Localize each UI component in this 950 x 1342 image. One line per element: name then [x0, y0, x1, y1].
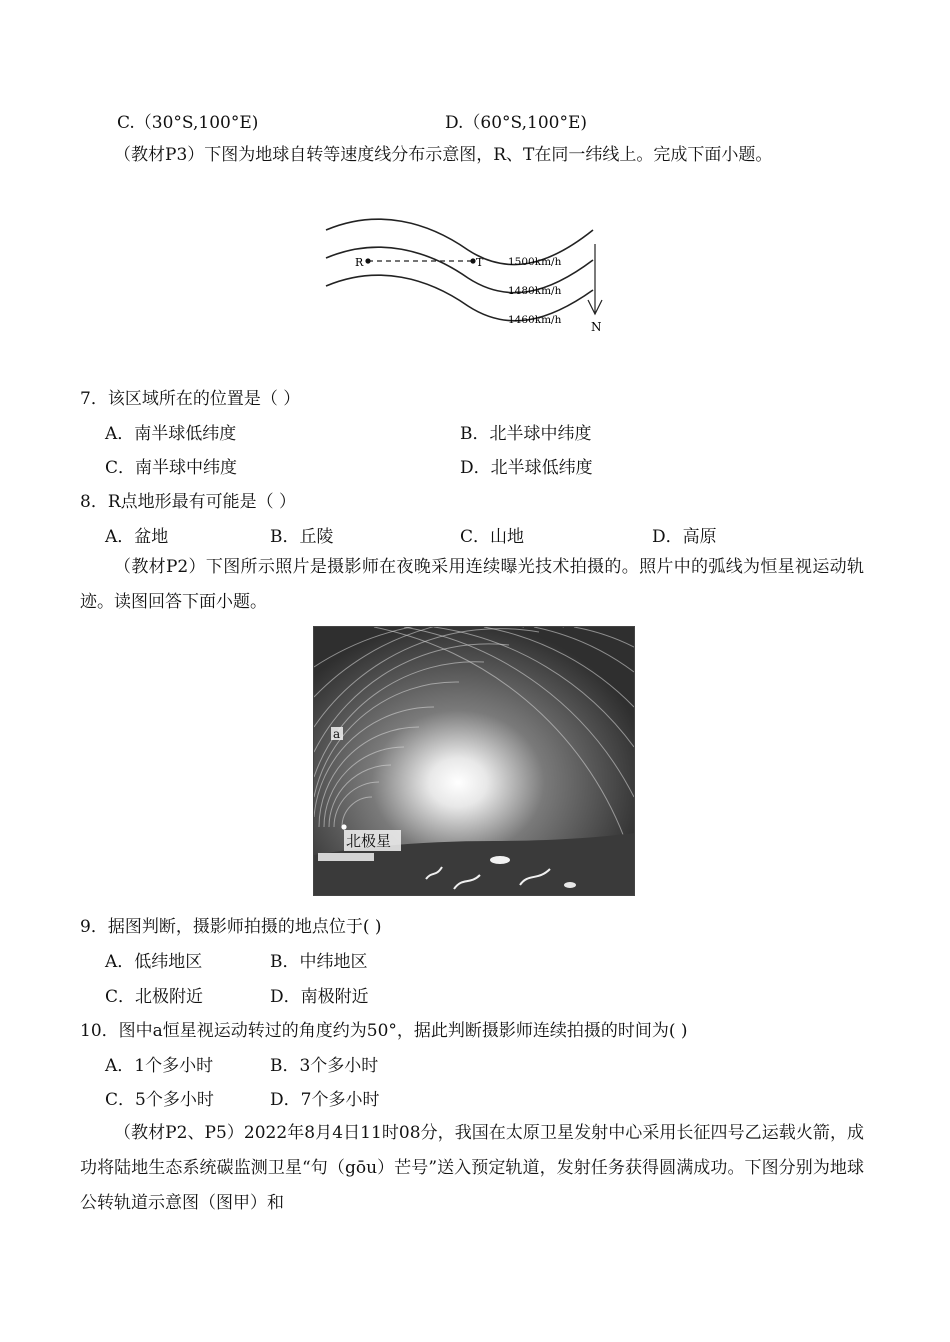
label-speed-1480: 1480km/h: [508, 285, 562, 297]
light-blob-2: [564, 882, 576, 888]
light-streak: [318, 853, 374, 861]
question-7-option-b: B．北半球中纬度: [460, 424, 592, 444]
question-8-stem: 8．R点地形最有可能是（ ）: [80, 492, 297, 512]
question-7-option-d: D．北半球低纬度: [460, 458, 593, 478]
question-8-option-c: C．山地: [460, 527, 525, 547]
option-d-prev: D.（60°S,100°E): [445, 113, 587, 133]
intro-paragraph-3: （教材P2、P5）2022年8月4日11时08分，我国在太原卫星发射中心采用长征四号乙运载火箭，成功将陆地生态系统碳监测卫星“句（gōu）芒号”送入预定轨道，发射任务获得圆满成功。下图分别为地球公转轨道示意图（图甲）和: [80, 1123, 864, 1213]
question-7-option-a: A．南半球低纬度: [105, 424, 237, 444]
label-r: R: [355, 256, 364, 269]
question-9-option-d: D．南极附近: [270, 987, 369, 1007]
question-9-option-b: B．中纬地区: [270, 952, 368, 972]
label-t: T: [476, 256, 484, 269]
figure-rotation-velocity-lines: [318, 212, 618, 342]
question-10-option-d: D．7个多小时: [270, 1090, 380, 1110]
label-north: N: [591, 320, 602, 334]
question-10-option-b: B．3个多小时: [270, 1056, 379, 1076]
question-10-option-c: C．5个多小时: [105, 1090, 214, 1110]
point-r: [365, 258, 370, 263]
point-t: [470, 258, 475, 263]
question-8-option-a: A．盆地: [105, 527, 169, 547]
label-speed-1500: 1500km/h: [508, 256, 562, 268]
question-10-stem: 10．图中a恒星视运动转过的角度约为50°，据此判断摄影师连续拍摄的时间为( ): [80, 1021, 688, 1041]
light-blob: [490, 856, 510, 864]
label-polaris: 北极星: [346, 832, 392, 850]
figure-star-trails-photo: [313, 626, 635, 896]
label-speed-1460: 1460km/h: [508, 314, 562, 326]
label-a: a: [333, 727, 341, 741]
question-9-option-a: A．低纬地区: [105, 952, 203, 972]
question-7-stem: 7．该区域所在的位置是（ ）: [80, 389, 301, 409]
question-9-option-c: C．北极附近: [105, 987, 204, 1007]
intro-paragraph-1: （教材P3）下图为地球自转等速度线分布示意图，R、T在同一纬线上。完成下面小题。: [114, 145, 773, 165]
question-9-stem: 9．据图判断，摄影师拍摄的地点位于( ): [80, 917, 382, 937]
question-8-option-d: D．高原: [652, 527, 717, 547]
intro-paragraph-2: （教材P2）下图所示照片是摄影师在夜晚采用连续曝光技术拍摄的。照片中的弧线为恒星视运动轨迹。读图回答下面小题。: [80, 557, 864, 612]
polaris-star: [341, 824, 346, 829]
option-c-prev: C.（30°S,100°E): [117, 113, 259, 133]
question-7-option-c: C．南半球中纬度: [105, 458, 238, 478]
question-8-option-b: B．丘陵: [270, 527, 334, 547]
question-10-option-a: A．1个多小时: [105, 1056, 214, 1076]
